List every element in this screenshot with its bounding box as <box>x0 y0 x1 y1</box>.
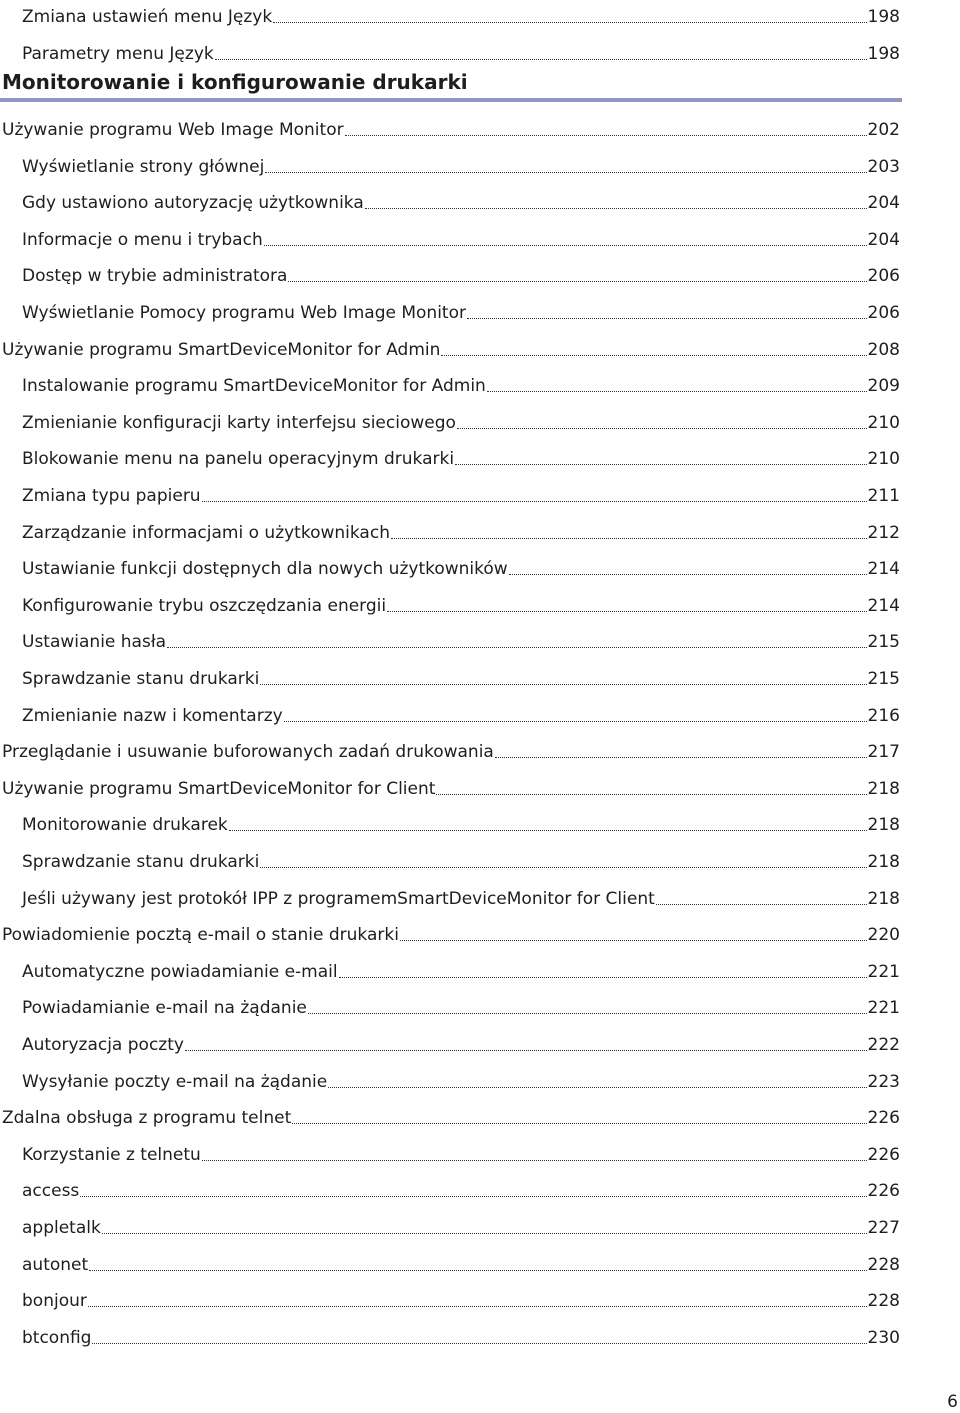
toc-entry-level-2[interactable] <box>22 1321 900 1349</box>
toc-entry-level-2[interactable] <box>22 662 900 690</box>
dot-leader <box>260 683 866 685</box>
toc-entry-page: 230 <box>867 1327 900 1348</box>
toc-entry-level-2[interactable] <box>22 955 900 983</box>
toc-entry-level-2[interactable] <box>22 0 900 28</box>
toc-entry-page: 214 <box>867 559 900 580</box>
toc-entry-level-2[interactable] <box>22 406 900 434</box>
dot-leader <box>292 1122 866 1124</box>
toc-entry-title: Zarządzanie informacjami o użytkownikach <box>22 522 390 543</box>
toc-entry-level-2[interactable] <box>22 1065 900 1093</box>
toc-entry-title: Autoryzacja poczty <box>22 1035 184 1055</box>
toc-entry-title: access <box>22 1181 80 1202</box>
dot-leader <box>400 939 867 941</box>
toc-entry-level-2[interactable] <box>22 808 900 836</box>
toc-entry-page: 214 <box>867 595 900 616</box>
toc-entry-level-2[interactable] <box>22 552 900 580</box>
toc-entry-page: 226 <box>867 1144 900 1165</box>
toc-entry-title: appletalk <box>22 1218 101 1238</box>
toc-entry-page: 204 <box>867 229 900 250</box>
toc-entry-title: Parametry menu Język <box>22 43 214 64</box>
dot-leader <box>89 1269 866 1271</box>
dot-leader <box>202 500 867 502</box>
dot-leader <box>229 829 867 831</box>
toc-entry-page: 226 <box>867 1108 900 1129</box>
toc-entry-page: 223 <box>867 1071 900 1092</box>
toc-entry-level-1[interactable] <box>2 735 900 763</box>
dot-leader <box>467 317 867 319</box>
toc-entry-title: Ustawianie funkcji dostępnych dla nowych użytkowników <box>22 559 508 580</box>
dot-leader <box>509 573 867 575</box>
dot-leader <box>436 793 866 795</box>
toc-entry-page: 221 <box>867 998 900 1019</box>
toc-entry-level-2[interactable] <box>22 589 900 617</box>
toc-entry-page: 204 <box>867 193 900 214</box>
toc-entry-title: Wyświetlanie Pomocy programu Web Image Monitor <box>22 303 466 323</box>
toc-entry-title: btconfig <box>22 1327 92 1348</box>
toc-entry-level-2[interactable] <box>22 845 900 873</box>
toc-entry-page: 209 <box>867 376 900 397</box>
page-number: 6 <box>947 1392 958 1412</box>
toc-entry-level-2[interactable] <box>22 699 900 727</box>
dot-leader <box>265 171 866 173</box>
section-heading-rule <box>0 98 902 102</box>
toc-entry-page: 215 <box>867 632 900 653</box>
dot-leader <box>167 646 866 648</box>
dot-leader <box>457 427 867 429</box>
toc-entry-level-2[interactable] <box>22 1174 900 1202</box>
toc-entry-level-2[interactable] <box>22 882 900 910</box>
dot-leader <box>487 390 867 392</box>
dot-leader <box>495 756 867 758</box>
toc-entry-title: Używanie programu SmartDeviceMonitor for Admin <box>2 339 441 360</box>
toc-entry-page: 202 <box>867 120 900 140</box>
toc-entry-level-1[interactable] <box>2 772 900 800</box>
toc-entry-title: Wyświetlanie strony głównej <box>22 156 265 177</box>
toc-entry-title: Zmiana typu papieru <box>22 486 201 506</box>
toc-entry-title: Blokowanie menu na panelu operacyjnym drukarki <box>22 449 455 470</box>
toc-entry-page: 198 <box>867 43 900 64</box>
toc-entry-level-2[interactable] <box>22 442 900 470</box>
toc-entry-page: 226 <box>867 1181 900 1202</box>
toc-entry-title: Przeglądanie i usuwanie buforowanych zadań drukowania <box>2 742 494 763</box>
dot-leader <box>288 280 866 282</box>
toc-entry-page: 228 <box>867 1254 900 1275</box>
toc-entry-title: Sprawdzanie stanu drukarki <box>22 852 260 872</box>
toc-entry-page: 210 <box>867 412 900 433</box>
dot-leader <box>264 244 867 246</box>
toc-entry-page: 198 <box>867 7 900 27</box>
toc-entry-title: Monitorowanie drukarek <box>22 815 228 836</box>
toc-entry-page: 208 <box>867 339 900 360</box>
toc-entry-title: Używanie programu SmartDeviceMonitor for Client <box>2 778 436 799</box>
dot-leader <box>455 463 866 465</box>
toc-entry-title: Instalowanie programu SmartDeviceMonitor for Admin <box>22 376 486 397</box>
dot-leader <box>88 1305 867 1307</box>
toc-entry-title: Zdalna obsługa z programu telnet <box>2 1108 292 1129</box>
dot-leader <box>365 207 867 209</box>
toc-entry-page: 218 <box>867 888 900 909</box>
toc-entry-page: 212 <box>867 522 900 543</box>
toc-entry-level-2[interactable] <box>22 37 900 65</box>
toc-entry-title: Informacje o menu i trybach <box>22 229 263 250</box>
toc-entry-page: 221 <box>867 961 900 982</box>
toc-entry-title: Zmienianie nazw i komentarzy <box>22 705 283 726</box>
toc-entry-level-1[interactable] <box>2 113 900 141</box>
dot-leader <box>185 1049 867 1051</box>
dot-leader <box>202 1159 867 1161</box>
toc-entry-title: Konfigurowanie trybu oszczędzania energii <box>22 595 387 616</box>
toc-entry-page: 228 <box>867 1291 900 1312</box>
toc-entry-level-1[interactable] <box>2 333 900 361</box>
toc-entry-level-2[interactable] <box>22 479 900 507</box>
toc-entry-level-2[interactable] <box>22 991 900 1019</box>
dot-leader <box>273 21 866 23</box>
dot-leader <box>215 58 867 60</box>
dot-leader <box>345 134 867 136</box>
toc-entry-level-2[interactable] <box>22 150 900 178</box>
toc-entry-page: 203 <box>867 156 900 177</box>
toc-entry-level-2[interactable] <box>22 369 900 397</box>
toc-entry-page: 215 <box>867 669 900 689</box>
toc-entry-level-2[interactable] <box>22 1248 900 1276</box>
dot-leader <box>308 1012 867 1014</box>
toc-entry-title: Zmiana ustawień menu Język <box>22 7 273 27</box>
toc-entry-page: 211 <box>867 486 900 506</box>
toc-entry-title: Dostęp w trybie administratora <box>22 266 288 287</box>
toc-entry-level-2[interactable] <box>22 516 900 544</box>
section-heading: Monitorowanie i konfigurowanie drukarki <box>2 70 468 94</box>
toc-entry-page: 220 <box>867 925 900 946</box>
toc-entry-page: 218 <box>867 815 900 836</box>
toc-entry-title: Ustawianie hasła <box>22 632 167 653</box>
toc-entry-title: autonet <box>22 1254 89 1275</box>
toc-entry-page: 218 <box>867 778 900 799</box>
dot-leader <box>284 720 867 722</box>
toc-entry-level-2[interactable] <box>22 1028 900 1056</box>
toc-entry-title: Automatyczne powiadamianie e-mail <box>22 961 338 982</box>
toc-entry-page: 206 <box>867 266 900 287</box>
toc-entry-title: bonjour <box>22 1291 87 1312</box>
toc-entry-title: Jeśli używany jest protokół IPP z programemSmartDeviceMonitor for Client <box>22 888 655 909</box>
toc-entry-title: Zmienianie konfiguracji karty interfejsu sieciowego <box>22 412 456 433</box>
toc-entry-title: Powiadamianie e-mail na żądanie <box>22 998 307 1019</box>
toc-entry-title: Powiadomienie pocztą e-mail o stanie drukarki <box>2 925 399 946</box>
toc-entry-level-2[interactable] <box>22 186 900 214</box>
toc-entry-level-2[interactable] <box>22 1284 900 1312</box>
toc-entry-level-2[interactable] <box>22 625 900 653</box>
toc-entry-page: 227 <box>867 1218 900 1238</box>
toc-entry-title: Gdy ustawiono autoryzację użytkownika <box>22 193 364 214</box>
toc-entry-level-2[interactable] <box>22 259 900 287</box>
dot-leader <box>328 1086 866 1088</box>
dot-leader <box>656 903 867 905</box>
toc-entry-page: 218 <box>867 852 900 872</box>
toc-entry-title: Sprawdzanie stanu drukarki <box>22 669 260 689</box>
toc-entry-level-2[interactable] <box>22 1211 900 1239</box>
toc-entry-title: Wysyłanie poczty e-mail na żądanie <box>22 1071 328 1092</box>
dot-leader <box>441 354 866 356</box>
dot-leader <box>102 1232 867 1234</box>
toc-entry-level-2[interactable] <box>22 296 900 324</box>
toc-entry-page: 217 <box>867 742 900 763</box>
toc-entry-level-1[interactable] <box>2 1101 900 1129</box>
dot-leader <box>387 610 866 612</box>
toc-entry-page: 206 <box>867 303 900 323</box>
dot-leader <box>92 1342 866 1344</box>
dot-leader <box>80 1195 866 1197</box>
toc-entry-level-1[interactable] <box>2 918 900 946</box>
dot-leader <box>339 976 867 978</box>
toc-entry-page: 216 <box>867 705 900 726</box>
toc-entry-title: Używanie programu Web Image Monitor <box>2 120 344 140</box>
toc-entry-page: 210 <box>867 449 900 470</box>
toc-entry-level-2[interactable] <box>22 223 900 251</box>
toc-entry-page: 222 <box>867 1035 900 1055</box>
toc-entry-title: Korzystanie z telnetu <box>22 1144 201 1165</box>
dot-leader <box>391 537 867 539</box>
toc-entry-level-2[interactable] <box>22 1138 900 1166</box>
dot-leader <box>260 866 866 868</box>
